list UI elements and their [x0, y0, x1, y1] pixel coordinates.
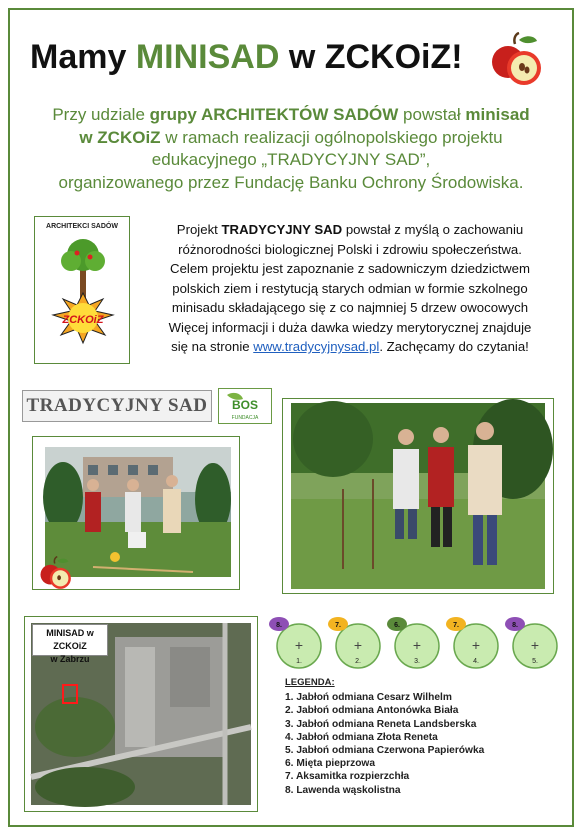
tree-plan-diagram — [264, 612, 564, 672]
tree-number: 1. — [296, 658, 302, 665]
logo-caption: ARCHITEKCI SADÓW — [46, 223, 118, 230]
apple-small-icon — [38, 556, 74, 592]
legend-item: 6. Mięta pieprzowa — [285, 758, 376, 770]
legend-item: 7. Aksamitka rozpierzchła — [285, 771, 410, 783]
tree-badge-icon — [43, 233, 123, 361]
tree-plus-icon: + — [412, 637, 422, 653]
website-link[interactable]: www.tradycyjnysad.pl — [253, 339, 380, 354]
flower-number: 6. — [394, 622, 400, 629]
tree-plus-icon: + — [353, 637, 363, 653]
legend-item: 5. Jabłoń odmiana Czerwona Papierówka — [285, 745, 485, 757]
tree-number: 4. — [473, 658, 479, 665]
page-title: Mamy MINISAD w ZCKOiZ! — [30, 38, 463, 76]
tree-plus-icon: + — [294, 637, 304, 653]
legend-item: 2. Jabłoń odmiana Antonówka Biała — [285, 705, 459, 717]
map-label: MINISAD w ZCKOiZ w Zabrzu — [32, 624, 108, 656]
tree-position-3 — [387, 617, 439, 668]
project-description: Projekt TRADYCYJNY SAD powstał z myślą o zachowaniu różnorodności biologicznej Polski i zdrowiu społeczeństwa. Celem projektu jest zapoznanie z sadowniczym dziedzictwem polskich ziem i restytucją starych odmian w formie szkolnego minisadu składającego się z co najmniej 5 drzew owocowych Więcej informacji i duża dawka wiedzy merytorycznej znajduje się na stronie www.tradycyjnysad.pl. Zachęcamy do czytania! — [168, 222, 532, 354]
legend — [285, 676, 484, 797]
logo-badge-text: ZCKOiZ — [62, 314, 104, 326]
architekci-logo — [34, 216, 130, 364]
bos-sub-label: FUNDACJA — [231, 415, 259, 421]
tree-number: 2. — [355, 658, 361, 665]
flower-number: 8. — [512, 622, 518, 629]
tree-number: 3. — [414, 658, 420, 665]
legend-item: 8. Lawenda wąskolistna — [285, 784, 401, 796]
tree-position-1 — [269, 617, 321, 668]
legend-item: 3. Jabłoń odmiana Reneta Landsberska — [285, 718, 477, 730]
legend-item: 4. Jabłoń odmiana Złota Reneta — [285, 731, 438, 743]
intro-text: Przy udziale grupy ARCHITEKTÓW SADÓW powstał minisad w ZCKOiZ w ramach realizacji ogólnopolskiego projektu edukacyjnego „TRADYCYJNY SAD”, organizowanego przez Fundację Banku Ochrony Środowiska. — [52, 105, 530, 192]
legend-heading: LEGENDA: — [285, 677, 335, 688]
bos-foundation-logo — [218, 388, 272, 424]
apple-icon — [488, 32, 546, 90]
tree-position-5 — [505, 617, 557, 668]
tradycyjny-sad-logo: TRADYCYJNY SAD — [22, 390, 212, 422]
tree-plus-icon: + — [471, 637, 481, 653]
flower-number: 7. — [335, 622, 341, 629]
bos-label: BOS — [231, 398, 259, 412]
tree-number: 5. — [532, 658, 538, 665]
tree-position-2 — [328, 617, 380, 668]
photo-students-orchard — [282, 398, 554, 594]
legend-item: 1. Jabłoń odmiana Cesarz Wilhelm — [285, 692, 452, 704]
flower-number: 8. — [276, 622, 282, 629]
tree-plus-icon: + — [530, 637, 540, 653]
flower-number: 7. — [453, 622, 459, 629]
tree-position-4 — [446, 617, 498, 668]
